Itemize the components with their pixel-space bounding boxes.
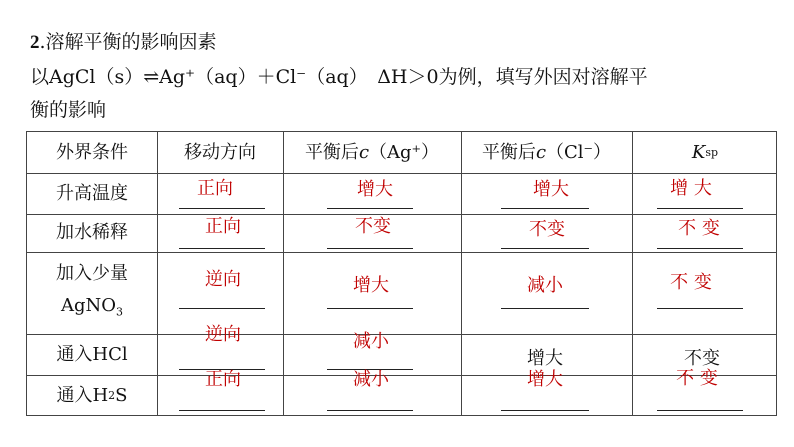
answer-cl-dilute: 不变 bbox=[529, 219, 565, 240]
solubility-equilibrium-table bbox=[26, 131, 777, 416]
header-cl-prefix: 平衡后 bbox=[481, 141, 536, 163]
column-divider bbox=[632, 132, 633, 415]
answer-cl-temperature: 增大 bbox=[533, 179, 569, 200]
header-ag-concentration bbox=[283, 132, 461, 173]
header-cl-concentration bbox=[461, 132, 632, 173]
section-heading bbox=[30, 30, 217, 55]
agno3-subscript: 3 bbox=[116, 305, 124, 319]
answer-blank bbox=[327, 308, 413, 309]
section-title: .溶解平衡的影响因素 bbox=[39, 31, 217, 53]
header-condition: 外界条件 bbox=[56, 141, 128, 163]
h2s-subscript: 2 bbox=[108, 389, 116, 402]
answer-blank bbox=[501, 248, 589, 249]
printed-answer-cl-hcl: 增大 bbox=[527, 348, 563, 369]
answer-ksp-agno3: 不 变 bbox=[670, 272, 712, 293]
answer-ksp-h2s: 不 变 bbox=[676, 368, 718, 389]
answer-ksp-temperature: 增 大 bbox=[670, 178, 712, 199]
answer-blank bbox=[179, 208, 265, 209]
answer-ksp-dilute: 不 变 bbox=[678, 218, 720, 239]
header-ag-var: c bbox=[358, 141, 370, 163]
condition-pass-h2s bbox=[27, 375, 157, 417]
answer-blank bbox=[327, 248, 413, 249]
answer-blank bbox=[327, 410, 413, 411]
answer-direction-dilute: 正向 bbox=[205, 216, 241, 237]
header-ksp-sub: sp bbox=[705, 145, 719, 159]
answer-direction-h2s: 正向 bbox=[205, 369, 241, 390]
answer-blank bbox=[501, 208, 589, 209]
header-ksp-k: K bbox=[691, 141, 706, 163]
answer-direction-agno3: 逆向 bbox=[205, 269, 241, 290]
answer-blank bbox=[501, 410, 589, 411]
agno3-formula: AgNO bbox=[60, 294, 117, 316]
answer-ag-hcl: 减小 bbox=[353, 331, 389, 352]
condition-add-agno3-line2 bbox=[61, 295, 123, 324]
condition-dilute: 加水稀释 bbox=[56, 222, 128, 243]
answer-blank bbox=[501, 308, 589, 309]
printed-answer-ksp-hcl: 不变 bbox=[684, 348, 720, 369]
answer-cl-h2s: 增大 bbox=[527, 369, 563, 390]
answer-blank bbox=[179, 410, 265, 411]
header-direction: 移动方向 bbox=[184, 141, 256, 163]
answer-direction-temperature: 正向 bbox=[197, 178, 233, 199]
column-divider bbox=[461, 132, 462, 415]
section-number: 2 bbox=[30, 32, 40, 53]
header-cl-var: c bbox=[535, 141, 547, 163]
header-ag-ion: （Ag⁺） bbox=[369, 141, 440, 163]
condition-add-agno3-line1: 加入少量 bbox=[56, 262, 128, 284]
answer-blank bbox=[657, 308, 743, 309]
answer-direction-hcl: 逆向 bbox=[205, 324, 241, 345]
column-divider bbox=[283, 132, 284, 415]
header-ksp bbox=[632, 132, 778, 173]
answer-blank bbox=[657, 410, 743, 411]
condition-pass-hcl: 通入HCl bbox=[56, 343, 128, 365]
answer-blank bbox=[179, 248, 265, 249]
h2s-prefix: 通入H bbox=[56, 385, 109, 406]
answer-ag-agno3: 增大 bbox=[353, 275, 389, 296]
intro-line-1: 以AgCl（s）⇌Ag⁺（aq）＋Cl⁻（aq） ΔH＞0为例，填写外因对溶解平 bbox=[30, 66, 648, 88]
condition-raise-temperature: 升高温度 bbox=[56, 182, 128, 204]
header-cl-ion: （Cl⁻） bbox=[546, 141, 612, 163]
answer-blank bbox=[657, 208, 743, 209]
answer-ag-dilute: 不变 bbox=[355, 216, 391, 237]
header-ag-prefix: 平衡后 bbox=[304, 141, 359, 163]
h2s-suffix: S bbox=[115, 385, 128, 406]
condition-add-agno3 bbox=[27, 252, 157, 334]
answer-cl-agno3: 减小 bbox=[527, 275, 563, 296]
column-divider bbox=[157, 132, 158, 415]
answer-ag-temperature: 增大 bbox=[357, 179, 393, 200]
answer-blank bbox=[327, 208, 413, 209]
answer-blank bbox=[657, 248, 743, 249]
intro-line-2: 衡的影响 bbox=[30, 99, 107, 121]
answer-ag-h2s: 减小 bbox=[353, 369, 389, 390]
answer-blank bbox=[179, 308, 265, 309]
